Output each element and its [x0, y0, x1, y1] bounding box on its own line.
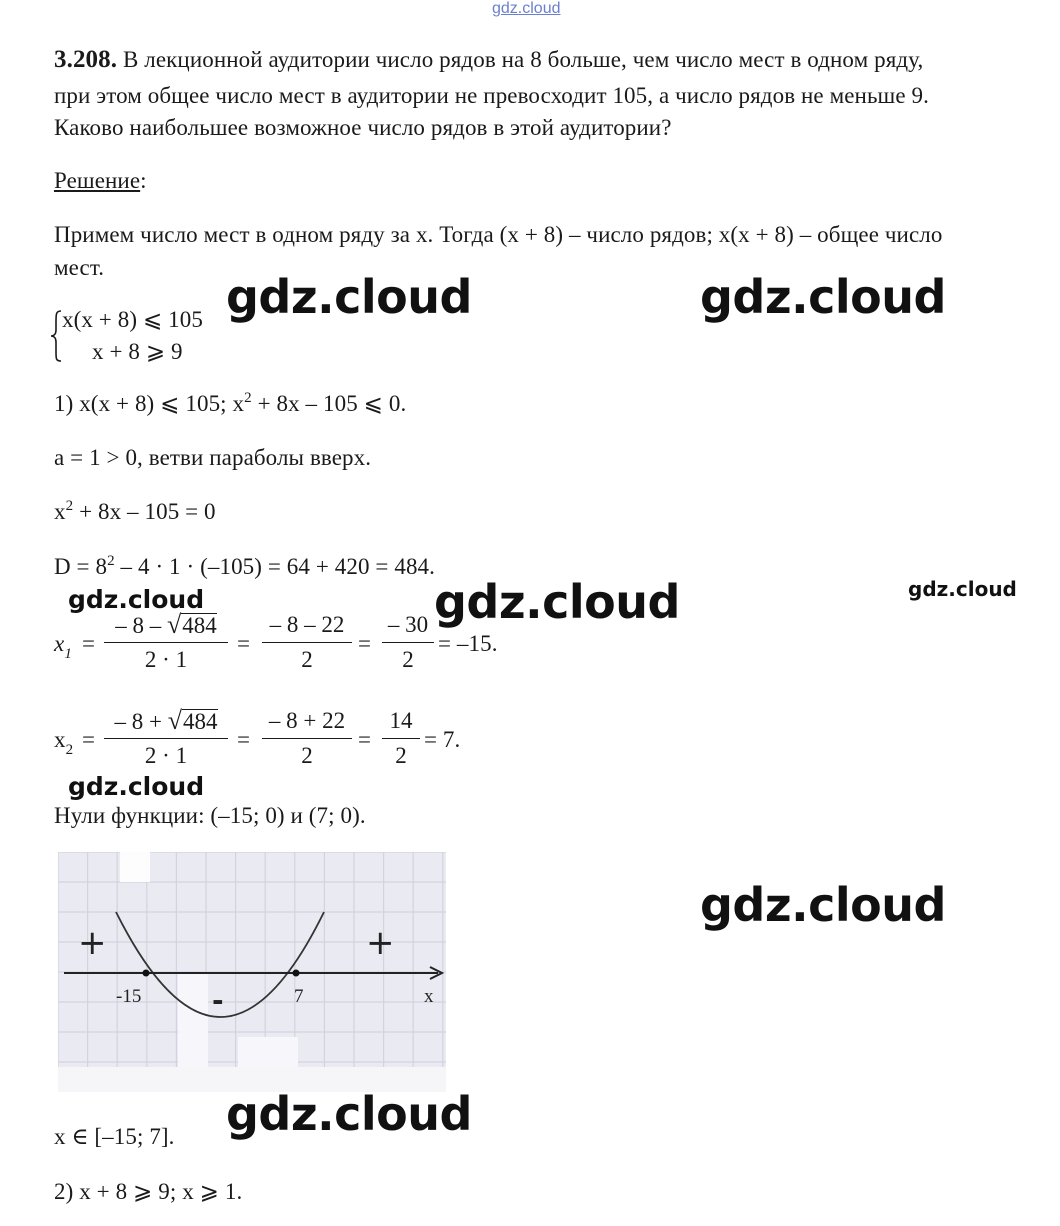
- x1-fraction-2: [262, 610, 352, 675]
- solution-label: Решение: [54, 168, 141, 193]
- x2-f1-root: 484: [183, 709, 218, 734]
- x2-f2-num: – 8 + 22: [268, 708, 346, 733]
- step-1-suffix: + 8x – 105 ⩽ 0.: [251, 391, 407, 416]
- disc-prefix: D = 8: [54, 554, 108, 579]
- x2-result: = 7.: [424, 727, 461, 752]
- x2-fraction-1: – 8 + √484 2 · 1: [104, 706, 228, 771]
- intro-line-1: Примем число мест в одном ряду за x. Тогда (x + 8) – число рядов; x(x + 8) – общее число: [54, 222, 943, 247]
- watermark-7: gdz.cloud: [700, 878, 946, 932]
- x1-f1-num: – 8 –: [115, 613, 167, 638]
- x2-f3-den: 2: [395, 743, 407, 768]
- x1-eq-3: =: [358, 631, 372, 656]
- parabola-graph: [58, 852, 446, 1092]
- coef-line: a = 1 > 0, ветви параболы вверх.: [54, 445, 372, 470]
- watermark-4: gdz.cloud: [434, 575, 680, 629]
- x2-fraction-2: [262, 706, 352, 771]
- x2-f2-den: 2: [301, 743, 313, 768]
- step-2: 2) x + 8 ⩾ 9; x ⩾ 1.: [54, 1179, 243, 1204]
- x1-f3-den: 2: [402, 647, 414, 672]
- x1-f1-root: 484: [182, 613, 217, 638]
- plus-right: +: [366, 923, 395, 963]
- problem-text-1: В лекционной аудитории число рядов на 8 больше, чем число мест в одном ряду,: [122, 47, 924, 72]
- watermark-1: gdz.cloud: [226, 270, 472, 324]
- disc-suffix: – 4 · 1 · (–105) = 64 + 420 = 484.: [114, 554, 436, 579]
- x2-eq-2: =: [237, 727, 251, 752]
- x1-f2-den: 2: [301, 647, 313, 672]
- x1-fraction-1: – 8 – √484 2 · 1: [104, 610, 228, 675]
- problem-number: 3.208.: [54, 46, 118, 73]
- equation-zero: [54, 496, 216, 528]
- root-label-right: 7: [294, 986, 304, 1007]
- root-point-right: [293, 970, 300, 977]
- solution-heading: [54, 165, 147, 197]
- watermark-3: gdz.cloud: [68, 585, 205, 614]
- problem-line-3: Каково наибольшее возможное число рядов в этой аудитории?: [54, 115, 672, 140]
- eq-zero-prefix: x: [54, 499, 66, 524]
- system-eq-1: x(x + 8) ⩽ 105: [62, 307, 203, 332]
- discriminant: [54, 551, 435, 583]
- eq-zero-exp: 2: [65, 498, 74, 514]
- interval-line: x ∈ [–15; 7].: [54, 1124, 175, 1149]
- x1-eq-1: =: [82, 631, 96, 656]
- x2-f3-num: 14: [389, 708, 413, 733]
- x2-f1-num: – 8 +: [114, 709, 168, 734]
- step-1: [54, 388, 406, 420]
- x2-fraction-3: [382, 706, 420, 771]
- watermark-8: gdz.cloud: [226, 1087, 472, 1141]
- x2-eq-3: =: [358, 727, 372, 752]
- eq-zero-suffix: + 8x – 105 = 0: [73, 499, 216, 524]
- x1-f1-den: 2 · 1: [144, 647, 188, 672]
- solution-colon: :: [140, 168, 147, 193]
- x2-var: $x_2$: [54, 727, 74, 758]
- root-point-left: [143, 970, 150, 977]
- x1-f2-num: – 8 – 22: [269, 612, 345, 637]
- axis-label-x: x: [424, 986, 434, 1007]
- x2-eq-1: =: [82, 727, 96, 752]
- problem-line-2: при этом общее число мест в аудитории не превосходит 105, а число рядов не меньше 9.: [54, 83, 929, 108]
- disc-exp: 2: [107, 553, 115, 569]
- intro-line-2: мест.: [54, 255, 105, 280]
- zeros-line: Нули функции: (–15; 0) и (7; 0).: [54, 803, 366, 828]
- step-1-exp: 2: [244, 390, 252, 406]
- x1-eq-2: =: [237, 631, 251, 656]
- problem-line-1: [54, 44, 923, 76]
- watermark-2: gdz.cloud: [700, 270, 946, 324]
- x1-var: $x_1$: [54, 631, 72, 662]
- root-label-left: -15: [116, 986, 142, 1007]
- x1-f3-num: – 30: [387, 612, 429, 637]
- x2-f1-den: 2 · 1: [144, 743, 188, 768]
- minus-sign: -: [212, 984, 224, 1017]
- top-watermark: gdz.cloud: [492, 0, 561, 17]
- watermark-6: gdz.cloud: [68, 772, 205, 801]
- watermark-5: gdz.cloud: [908, 577, 1017, 601]
- plus-left: +: [78, 923, 107, 963]
- x1-fraction-3: [382, 610, 434, 675]
- step-1-prefix: 1) x(x + 8) ⩽ 105; x: [54, 391, 245, 416]
- system-eq-2: x + 8 ⩾ 9: [92, 339, 183, 364]
- x1-result: = –15.: [438, 631, 498, 656]
